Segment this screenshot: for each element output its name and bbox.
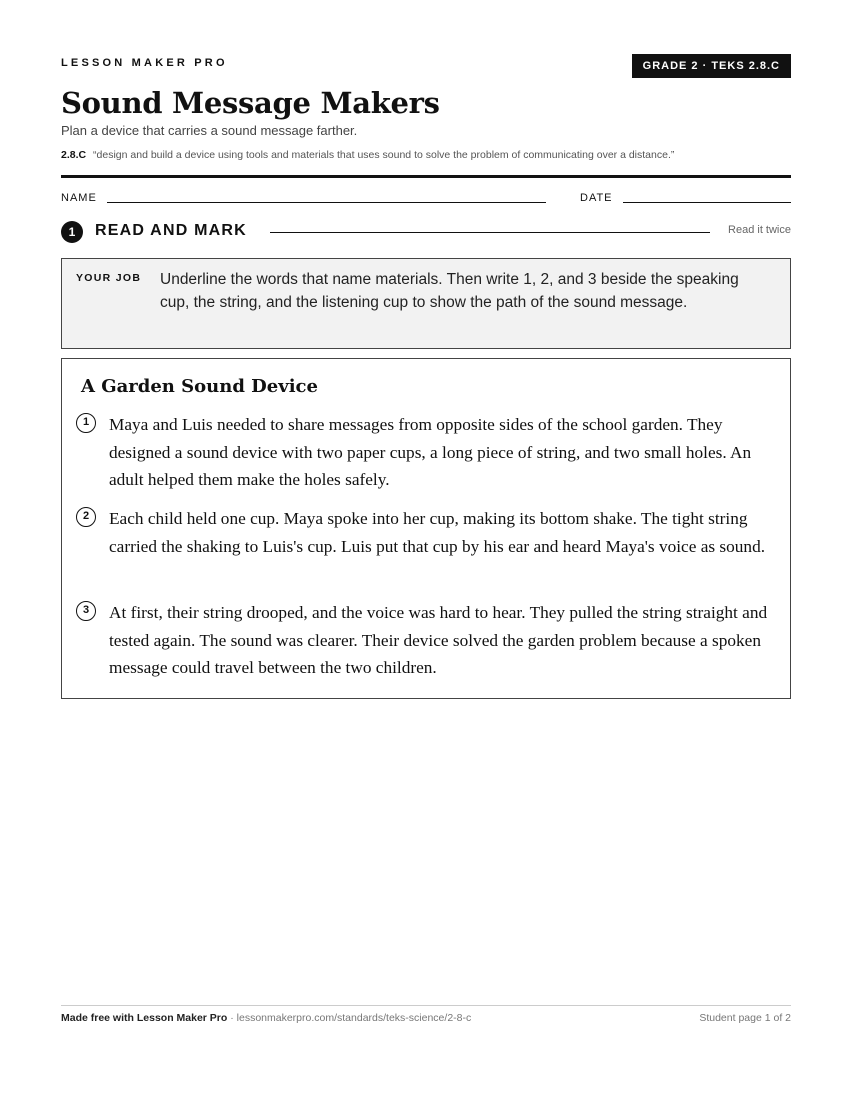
paragraph-text: Each child held one cup. Maya spoke into her cup, making its bottom shake. The tight string carried the shaking to Luis's cup. Luis put that cup by his ear and heard Maya's voice as sound. [109, 509, 766, 556]
worksheet-page [61, 0, 791, 1100]
page-subtitle: Plan a device that carries a sound message farther. [61, 123, 358, 138]
paragraph-text: At first, their string drooped, and the voice was hard to hear. They pulled the string straight and tested again. The sound was clearer. Their device solved the garden problem because a spoken message could travel between the two children. [109, 603, 768, 677]
standard-line [61, 149, 674, 161]
paragraph-number: 2 [76, 507, 96, 527]
standard-text: “design and build a device using tools and materials that uses sound to solve the problem of communicating over a distance.” [93, 149, 675, 161]
paragraph-number: 1 [76, 413, 96, 433]
page-title: Sound Message Makers [61, 86, 440, 120]
story-box [61, 358, 791, 699]
section-title: READ AND MARK [95, 222, 247, 239]
job-instructions-box [61, 258, 791, 349]
section-note: Read it twice [728, 224, 791, 236]
date-label: DATE [580, 192, 613, 204]
footer-made-with: Made free with Lesson Maker Pro [61, 1012, 228, 1024]
footer-credit [61, 1012, 471, 1024]
step-number-badge: 1 [61, 221, 83, 243]
paragraph-text: Maya and Luis needed to share messages from opposite sides of the school garden. They designed a sound device with two paper cups, a long piece of string, and two small holes. An adult helped them make the holes safely. [109, 415, 752, 489]
footer-divider [61, 1005, 791, 1006]
paragraph-number: 3 [76, 601, 96, 621]
story-title: A Garden Sound Device [81, 376, 318, 397]
footer-url[interactable]: · lessonmakerpro.com/standards/teks-science/2-8-c [227, 1012, 472, 1024]
name-date-row [61, 192, 791, 206]
footer-page-number: Student page 1 of 2 [699, 1012, 791, 1024]
brand-name: LESSON MAKER PRO [61, 57, 228, 69]
name-label: NAME [61, 192, 97, 204]
section-divider [270, 232, 710, 233]
date-field[interactable] [623, 202, 791, 203]
job-label: YOUR JOB [76, 272, 142, 284]
standard-code: 2.8.C [61, 149, 87, 161]
name-field[interactable] [107, 202, 546, 203]
job-text: Underline the words that name materials. Then write 1, 2, and 3 beside the speaking cup, the string, and the listening cup to show the path of the sound message. [160, 271, 739, 311]
header-divider [61, 175, 791, 178]
grade-badge: GRADE 2 · TEKS 2.8.C [632, 54, 791, 78]
section-header [61, 220, 791, 244]
